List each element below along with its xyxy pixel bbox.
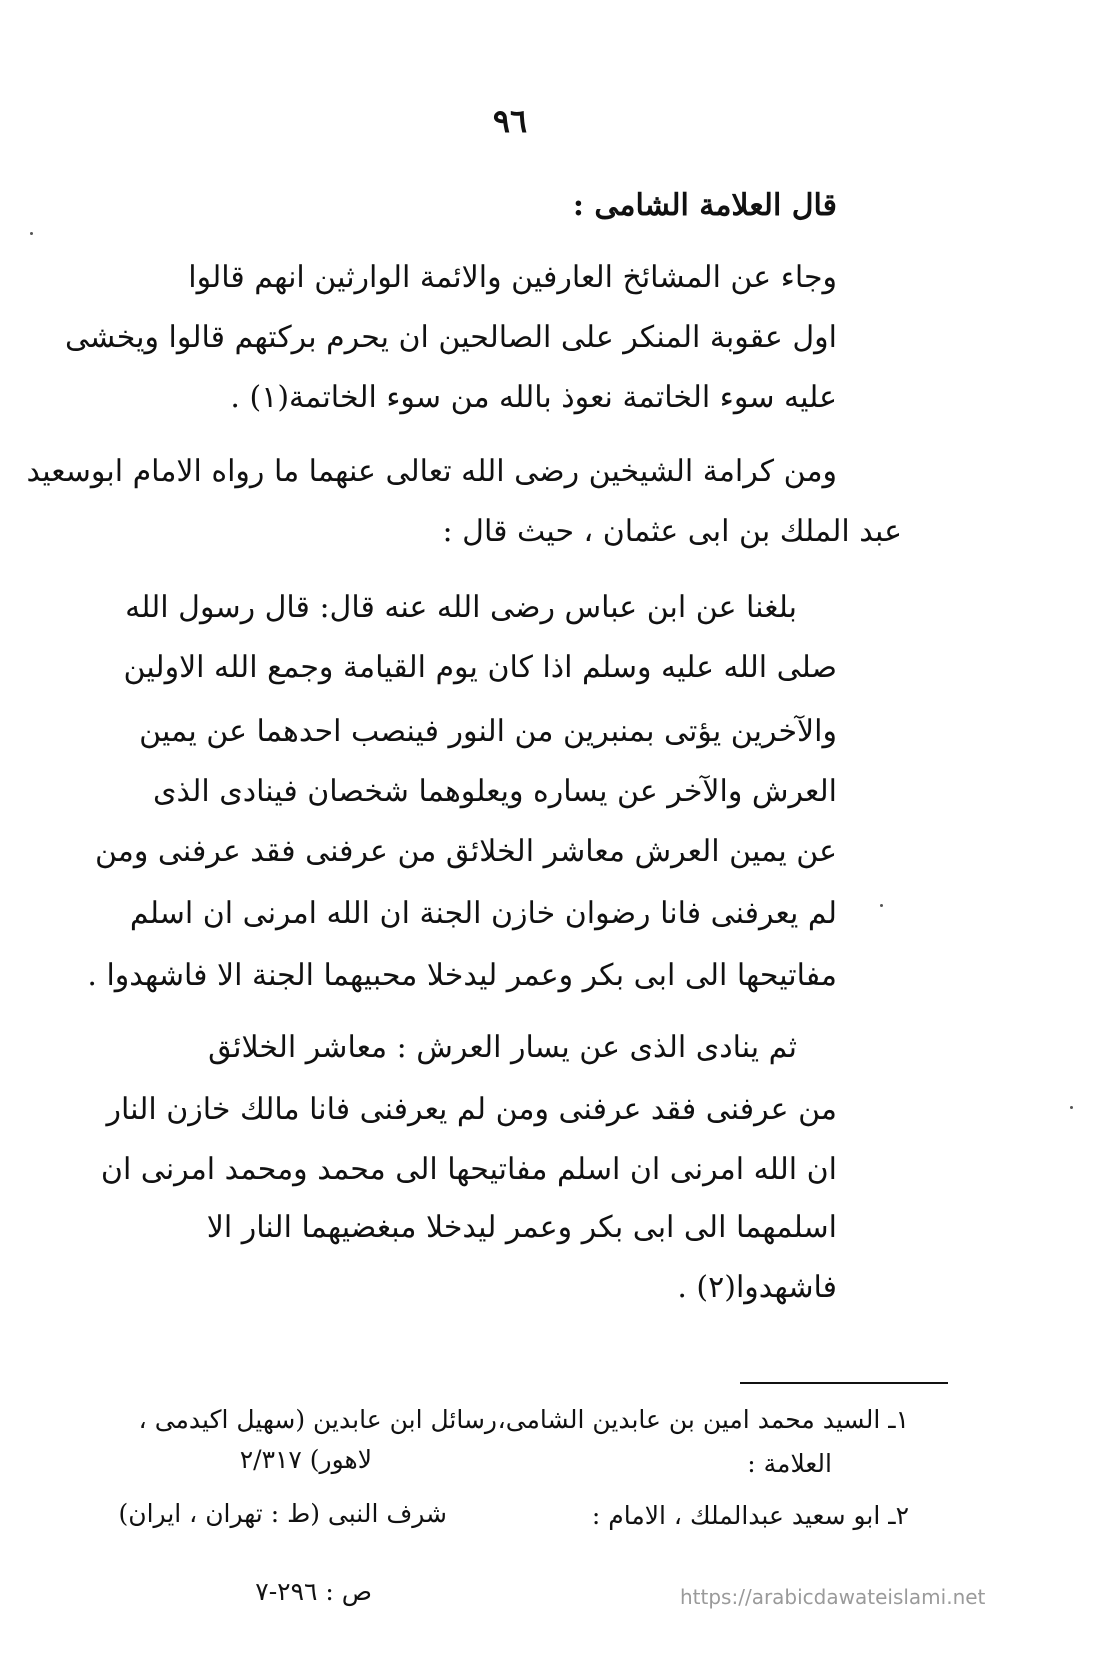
- text-line: صلى الله عليه وسلم اذا كان يوم القيامة وجمع الله الاولين: [123, 650, 837, 685]
- text-line: ثم ينادى الذى عن يسار العرش : معاشر الخلائق: [208, 1030, 797, 1065]
- text-line: وجاء عن المشائخ العارفين والائمة الوارثين انهم قالوا: [188, 260, 837, 295]
- page-number: ٩٦: [492, 102, 528, 140]
- footnote-1-publisher: لاهور) ٢/٣١٧: [239, 1445, 372, 1474]
- text-line: ومن كرامة الشيخين رضى الله تعالى عنهما ما رواه الامام ابوسعيد: [26, 454, 837, 489]
- footnote-2-author: ٢ـ ابو سعيد عبدالملك ، الامام :: [591, 1501, 909, 1530]
- footnote-1-author: ١ـ السيد محمد امين بن عابدين الشامى،: [497, 1405, 909, 1434]
- text-line: والآخرين يؤتى بمنبرين من النور فينصب احدهما عن يمين: [139, 714, 837, 749]
- text-line: اول عقوبة المنكر على الصالحين ان يحرم بركتهم قالوا ويخشى: [65, 320, 837, 355]
- text-line: من عرفنى فقد عرفنى ومن لم يعرفنى فانا مالك خازن النار: [106, 1092, 837, 1127]
- text-line: عن يمين العرش معاشر الخلائق من عرفنى فقد عرفنى ومن: [94, 834, 837, 869]
- text-line: العرش والآخر عن يساره ويعلوهما شخصان فينادى الذى: [153, 774, 837, 809]
- text-line: اسلمهما الى ابى بكر وعمر ليدخلا مبغضيهما النار الا: [206, 1210, 837, 1245]
- scan-speck: [30, 232, 33, 235]
- section-heading: قال العلامة الشامى :: [572, 188, 837, 223]
- text-line: بلغنا عن ابن عباس رضى الله عنه قال: قال رسول الله: [125, 590, 797, 625]
- scan-speck: [880, 904, 883, 907]
- text-line: عبد الملك بن ابى عثمان ، حيث قال :: [442, 514, 902, 549]
- footnote-2-title: شرف النبى (ط : تهران ، ايران): [118, 1499, 447, 1528]
- text-line: لم يعرفنى فانا رضوان خازن الجنة ان الله امرنى ان اسلم: [129, 896, 837, 931]
- footnote-2-pages: ص : ٢٩٦-٧: [255, 1577, 372, 1606]
- text-line: ان الله امرنى ان اسلم مفاتيحها الى محمد ومحمد امرنى ان: [100, 1152, 837, 1187]
- footnote-separator: [740, 1382, 948, 1384]
- footnote-1-title: رسائل ابن عابدين (سهيل اكيدمى ،: [138, 1405, 497, 1434]
- scan-speck: [1070, 1106, 1073, 1109]
- text-line: فاشهدوا(٢) .: [677, 1270, 837, 1305]
- text-line: عليه سوء الخاتمة نعوذ بالله من سوء الخاتمة(١) .: [230, 380, 837, 415]
- footnote-1-role: العلامة :: [747, 1449, 832, 1478]
- text-line: مفاتيحها الى ابى بكر وعمر ليدخلا محبيهما الجنة الا فاشهدوا .: [87, 958, 837, 993]
- watermark: https://arabicdawateislami.net: [680, 1585, 986, 1609]
